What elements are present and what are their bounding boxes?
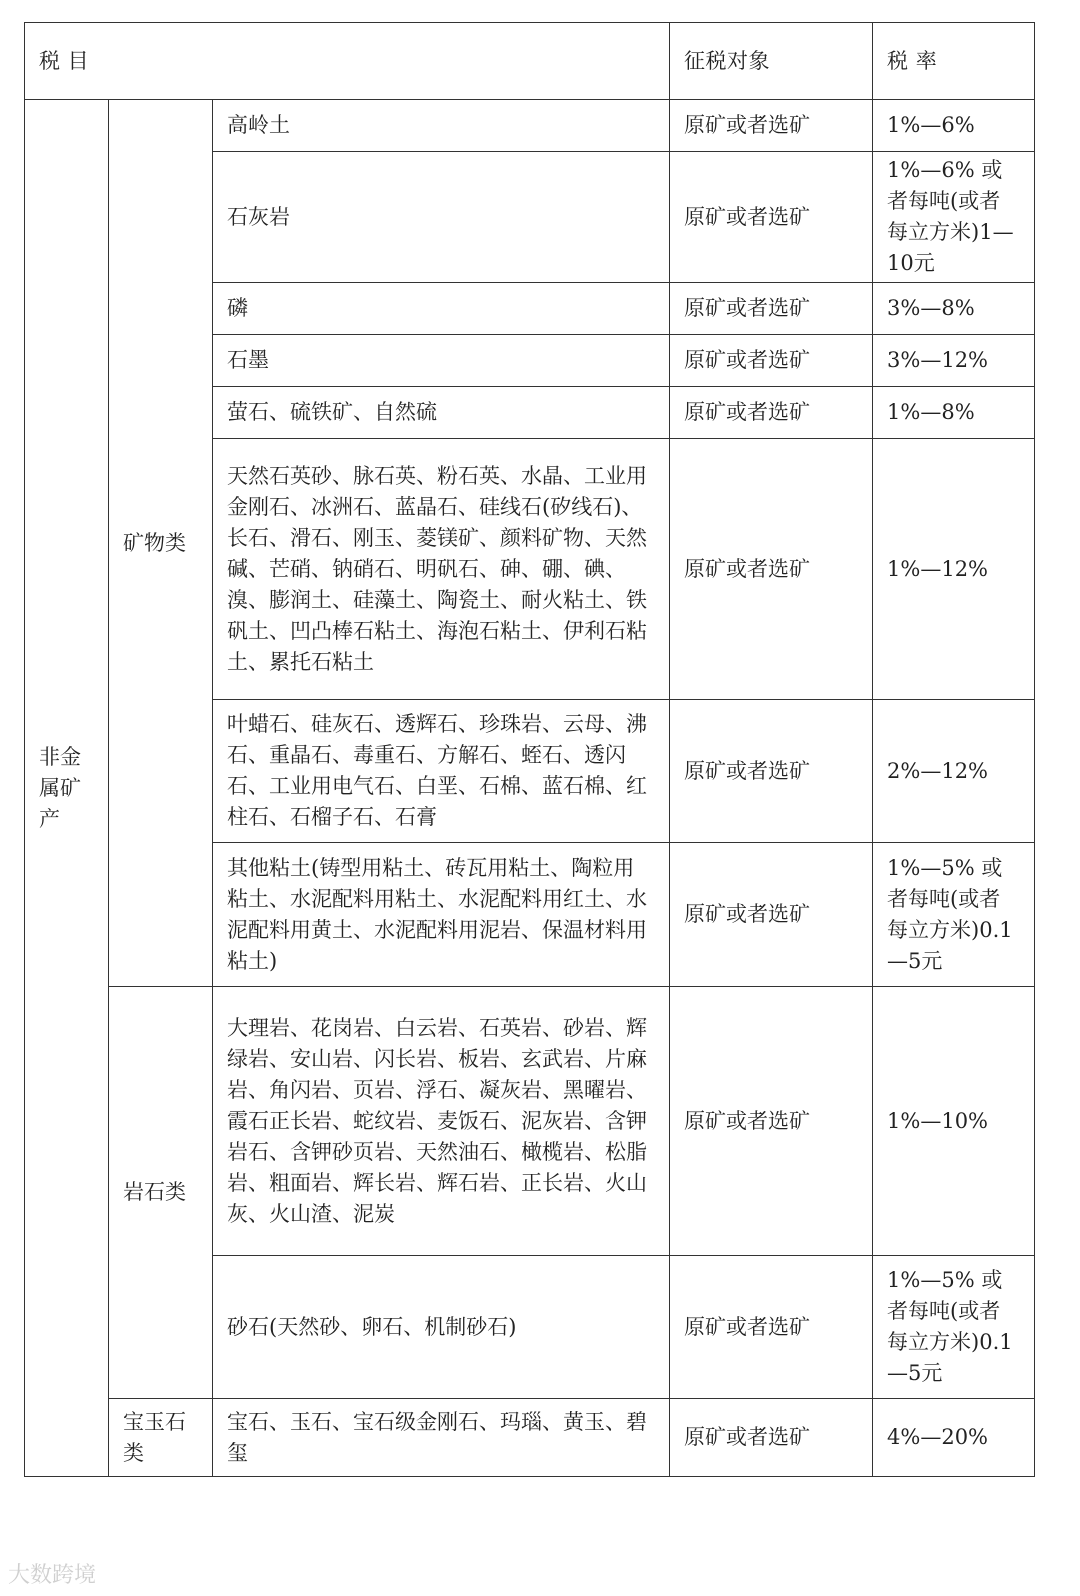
group-cell: 矿物类 <box>109 100 213 987</box>
item-cell: 石灰岩 <box>213 152 670 283</box>
rate-cell: 1%—8% <box>873 387 1035 439</box>
object-cell: 原矿或者选矿 <box>670 1399 873 1477</box>
item-cell: 砂石(天然砂、卵石、机制砂石) <box>213 1256 670 1399</box>
rate-cell: 3%—8% <box>873 283 1035 335</box>
item-cell: 石墨 <box>213 335 670 387</box>
object-cell: 原矿或者选矿 <box>670 700 873 843</box>
group-cell: 岩石类 <box>109 987 213 1399</box>
rate-cell: 4%—20% <box>873 1399 1035 1477</box>
rate-cell: 1%—5% 或者每吨(或者每立方米)0.1—5元 <box>873 843 1035 987</box>
item-cell: 高岭土 <box>213 100 670 152</box>
item-cell: 大理岩、花岗岩、白云岩、石英岩、砂岩、辉绿岩、安山岩、闪长岩、板岩、玄武岩、片麻岩、角闪岩、页岩、浮石、凝灰岩、黑曜岩、霞石正长岩、蛇纹岩、麦饭石、泥灰岩、含钾岩石、含钾砂页岩、天然油石、橄榄岩、松脂岩、粗面岩、辉长岩、辉石岩、正长岩、火山灰、火山渣、泥炭 <box>213 987 670 1256</box>
rate-cell: 3%—12% <box>873 335 1035 387</box>
tax-rate-table <box>24 22 1035 1477</box>
table-row <box>25 1399 1035 1477</box>
item-cell: 其他粘土(铸型用粘土、砖瓦用粘土、陶粒用粘土、水泥配料用粘土、水泥配料用红土、水泥配料用黄土、水泥配料用泥岩、保温材料用粘土) <box>213 843 670 987</box>
item-cell: 磷 <box>213 283 670 335</box>
rate-cell: 1%—10% <box>873 987 1035 1256</box>
header-item: 税 目 <box>25 23 670 100</box>
rate-cell: 1%—6% <box>873 100 1035 152</box>
rate-cell: 2%—12% <box>873 700 1035 843</box>
header-object: 征税对象 <box>670 23 873 100</box>
item-cell: 天然石英砂、脉石英、粉石英、水晶、工业用金刚石、冰洲石、蓝晶石、硅线石(矽线石)、长石、滑石、刚玉、菱镁矿、颜料矿物、天然碱、芒硝、钠硝石、明矾石、砷、硼、碘、溴、膨润土、硅藻土、陶瓷土、耐火粘土、铁矾土、凹凸棒石粘土、海泡石粘土、伊利石粘土、累托石粘土 <box>213 439 670 700</box>
group-cell: 宝玉石类 <box>109 1399 213 1477</box>
header-rate: 税 率 <box>873 23 1035 100</box>
object-cell: 原矿或者选矿 <box>670 987 873 1256</box>
rate-cell: 1%—6% 或者每吨(或者每立方米)1—10元 <box>873 152 1035 283</box>
object-cell: 原矿或者选矿 <box>670 439 873 700</box>
rate-cell: 1%—12% <box>873 439 1035 700</box>
object-cell: 原矿或者选矿 <box>670 283 873 335</box>
item-cell: 叶蜡石、硅灰石、透辉石、珍珠岩、云母、沸石、重晶石、毒重石、方解石、蛭石、透闪石、工业用电气石、白垩、石棉、蓝石棉、红柱石、石榴子石、石膏 <box>213 700 670 843</box>
category-cell: 非金属矿产 <box>25 100 109 1477</box>
object-cell: 原矿或者选矿 <box>670 387 873 439</box>
object-cell: 原矿或者选矿 <box>670 100 873 152</box>
header-row <box>25 23 1035 100</box>
watermark: 大数跨境 <box>8 1563 97 1588</box>
table-row <box>25 100 1035 152</box>
table-row <box>25 987 1035 1256</box>
item-cell: 萤石、硫铁矿、自然硫 <box>213 387 670 439</box>
item-cell: 宝石、玉石、宝石级金刚石、玛瑙、黄玉、碧玺 <box>213 1399 670 1477</box>
rate-cell: 1%—5% 或者每吨(或者每立方米)0.1—5元 <box>873 1256 1035 1399</box>
object-cell: 原矿或者选矿 <box>670 843 873 987</box>
object-cell: 原矿或者选矿 <box>670 152 873 283</box>
object-cell: 原矿或者选矿 <box>670 1256 873 1399</box>
object-cell: 原矿或者选矿 <box>670 335 873 387</box>
